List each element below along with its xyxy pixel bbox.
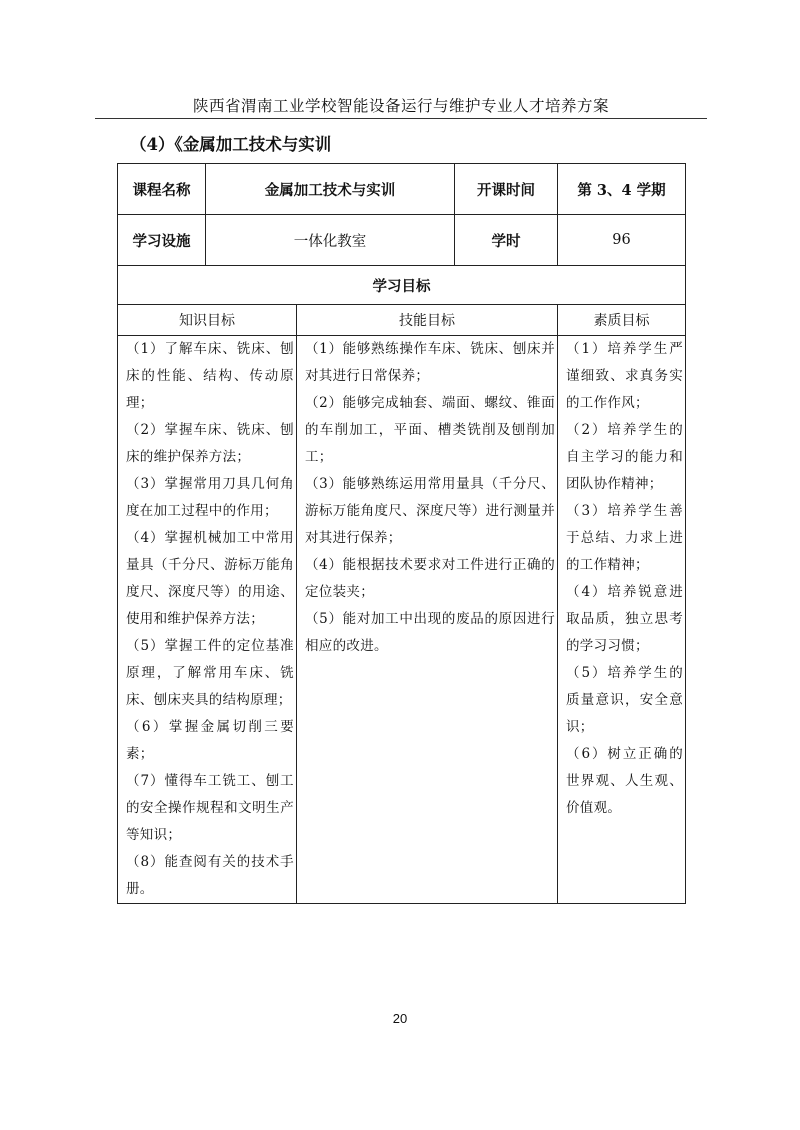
section-title: （4）《金属加工技术与实训 [130, 135, 332, 154]
hours-value: 96 [558, 215, 686, 266]
course-table [117, 163, 686, 904]
page-number: 20 [392, 1011, 408, 1026]
skills-list [297, 336, 557, 660]
list-item: （5）能对加工中出现的废品的原因进行相应的改进。 [305, 611, 555, 654]
skills-cell [297, 336, 558, 904]
facility-value: 一体化教室 [206, 215, 455, 266]
list-item: （6）掌握金属切削三要素； [126, 719, 294, 762]
course-name-value: 金属加工技术与实训 [206, 164, 455, 215]
list-item: （2）能够完成轴套、端面、螺纹、锥面的车削加工，平面、槽类铣削及刨削加工； [305, 395, 555, 465]
list-item: （2）培养学生的自主学习的能力和团队协作精神； [566, 422, 683, 492]
quality-cell [558, 336, 686, 904]
list-item: （1）能够熟练操作车床、铣床、刨床并对其进行日常保养； [305, 341, 555, 384]
course-name-label: 课程名称 [118, 164, 206, 215]
list-item: （1）了解车床、铣床、刨床的性能、结构、传动原理； [126, 341, 294, 411]
document-header: 陕西省渭南工业学校智能设备运行与维护专业人才培养方案 [192, 97, 609, 115]
quality-list [558, 336, 685, 822]
list-item: （3）能够熟练运用常用量具（千分尺、游标万能角度尺、深度尺等）进行测量并对其进行保养； [305, 476, 555, 546]
skill-header: 技能目标 [297, 305, 558, 336]
list-item: （5）掌握工件的定位基准原理，了解常用车床、铣床、刨床夹具的结构原理； [126, 638, 294, 708]
table-row [118, 164, 686, 215]
list-item: （2）掌握车床、铣床、刨床的维护保养方法； [126, 422, 294, 465]
header-rule [95, 118, 707, 119]
facility-label: 学习设施 [118, 215, 206, 266]
list-item: （4）能根据技术要求对工件进行正确的定位装夹； [305, 557, 555, 600]
list-item: （4）培养锐意进取品质，独立思考的学习习惯； [566, 584, 683, 654]
list-item: （6）树立正确的世界观、人生观、价值观。 [566, 746, 683, 816]
list-item: （5）培养学生的质量意识，安全意识； [566, 665, 683, 735]
list-item: （3）培养学生善于总结、力求上进的工作精神； [566, 503, 683, 573]
knowledge-list [118, 336, 296, 903]
list-item: （8）能查阅有关的技术手册。 [126, 854, 294, 897]
objectives-title: 学习目标 [118, 266, 686, 305]
list-item: （4）掌握机械加工中常用量具（千分尺、游标万能角度尺、深度尺等）的用途、使用和维护保养方法； [126, 530, 294, 627]
course-time-value: 第 3、4 学期 [558, 164, 686, 215]
list-item: （1）培养学生严谨细致、求真务实的工作作风； [566, 341, 683, 411]
knowledge-cell [118, 336, 297, 904]
list-item: （3）掌握常用刀具几何角度在加工过程中的作用； [126, 476, 294, 519]
quality-header: 素质目标 [558, 305, 686, 336]
list-item: （7）懂得车工铣工、刨工的安全操作规程和文明生产等知识； [126, 773, 294, 843]
knowledge-header: 知识目标 [118, 305, 297, 336]
hours-label: 学时 [455, 215, 558, 266]
course-time-label: 开课时间 [455, 164, 558, 215]
table-row [118, 266, 686, 305]
table-row [118, 215, 686, 266]
table-row [118, 336, 686, 904]
table-row [118, 305, 686, 336]
